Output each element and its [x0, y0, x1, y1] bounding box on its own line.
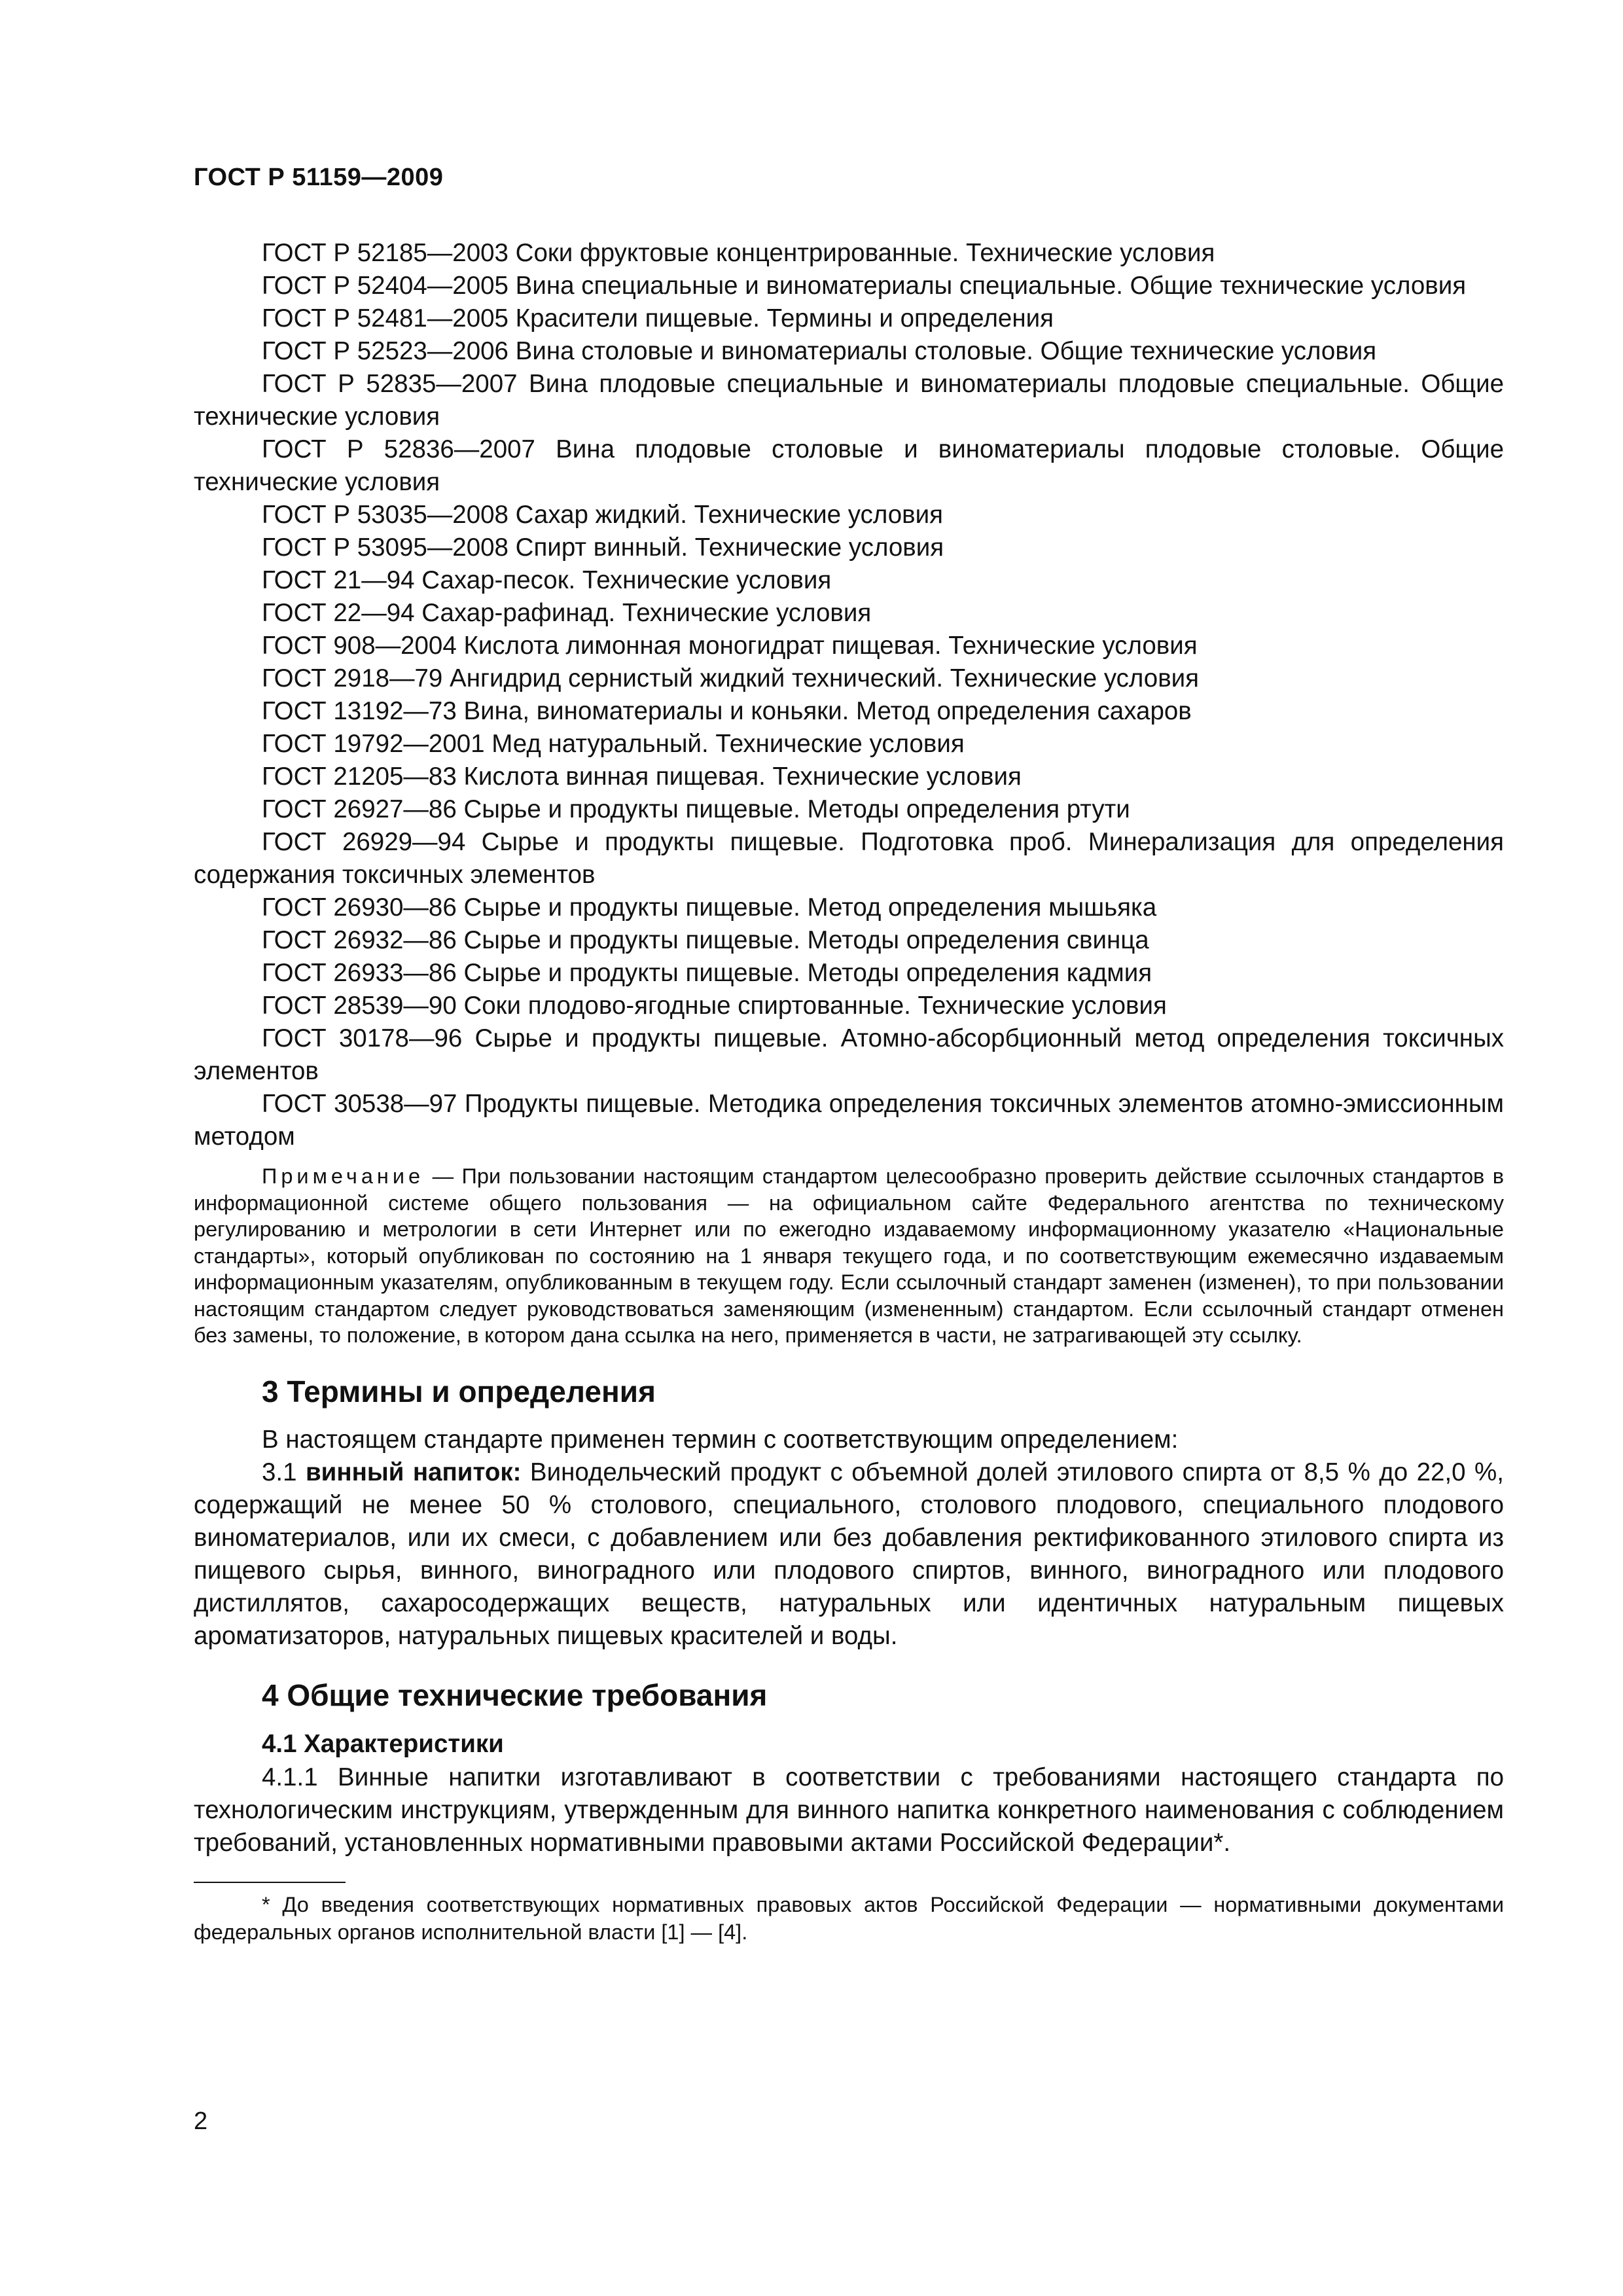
term-name: винный напиток:: [306, 1458, 522, 1486]
term-text: Винодельческий продукт с объемной долей этилового спирта от 8,5 % до 22,0 %, содержащий не менее 50 % столового, специального, столового плодового, специального плодового виноматериалов, или их смеси, с добавлением или без добавления ректификованного этилового спирта из пищевого сырья, винного, виноградного или плодового спиртов, винного, виноградного или плодового дистиллятов, сахаросодержащих веществ, натуральных или идентичных натуральным пищевых ароматизаторов, натуральных пищевых красителей и воды.: [194, 1458, 1504, 1650]
footnote-divider: [194, 1882, 346, 1883]
document-body: [194, 237, 1504, 1946]
reference-item: ГОСТ 26932—86 Сырье и продукты пищевые. Методы определения свинца: [262, 926, 1149, 954]
reference-item: ГОСТ 26929—94 Сырье и продукты пищевые. Подготовка проб. Минерализация для определения содержания токсичных элементов: [194, 828, 1504, 889]
reference-item: ГОСТ Р 52523—2006 Вина столовые и виноматериалы столовые. Общие технические условия: [262, 337, 1377, 365]
reference-item: ГОСТ 13192—73 Вина, виноматериалы и коньяки. Метод определения сахаров: [262, 697, 1192, 725]
subsection-4-1-heading: 4.1 Характеристики: [262, 1729, 504, 1758]
reference-item: ГОСТ Р 52404—2005 Вина специальные и виноматериалы специальные. Общие технические условия: [262, 272, 1467, 300]
document-header: ГОСТ Р 51159—2009: [194, 164, 444, 191]
reference-item: ГОСТ Р 52835—2007 Вина плодовые специальные и виноматериалы плодовые специальные. Общие технические условия: [194, 370, 1504, 431]
reference-item: ГОСТ 908—2004 Кислота лимонная моногидрат пищевая. Технические условия: [262, 632, 1198, 660]
reference-item: ГОСТ Р 52185—2003 Соки фруктовые концентрированные. Технические условия: [262, 239, 1215, 267]
note-paragraph: Примечание — При пользовании настоящим стандартом целесообразно проверить действие ссылочных стандартов в информационной системе общего пользования — на официальном сайте Федерального агентства по техническому регулированию и метрологии в сети Интернет или по ежегодно издаваемому информационному указателю «Национальные стандарты», который опубликован по состоянию на 1 января текущего года, и по соответствующим ежемесячно издаваемым информационным указателям, опубликованным в текущем году. Если ссылочный стандарт заменен (изменен), то при пользовании настоящим стандартом следует руководствоваться заменяющим (измененным) стандартом. Если ссылочный стандарт отменен без замены, то положение, в котором дана ссылка на него, применяется в части, не затрагивающей эту ссылку.: [194, 1164, 1505, 1347]
section-4-heading: 4 Общие технические требования: [262, 1677, 768, 1712]
term-number: 3.1: [262, 1458, 297, 1486]
reference-item: ГОСТ 28539—90 Соки плодово-ягодные спиртованные. Технические условия: [262, 992, 1167, 1020]
reference-item: ГОСТ 30538—97 Продукты пищевые. Методика определения токсичных элементов атомно-эмиссионным методом: [194, 1090, 1504, 1151]
reference-item: ГОСТ 2918—79 Ангидрид сернистый жидкий технический. Технические условия: [262, 664, 1200, 692]
term-definition: [194, 1456, 1504, 1653]
reference-item: ГОСТ 19792—2001 Мед натуральный. Технические условия: [262, 730, 965, 758]
reference-item: ГОСТ Р 52481—2005 Красители пищевые. Термины и определения: [262, 304, 1054, 332]
reference-item: ГОСТ Р 53095—2008 Спирт винный. Технические условия: [262, 533, 944, 562]
section-3-heading: 3 Термины и определения: [262, 1374, 656, 1408]
page-number: 2: [194, 2108, 208, 2135]
note-label: Примечание: [262, 1164, 425, 1188]
paragraph-4-1-1: 4.1.1 Винные напитки изготавливают в соответствии с требованиями настоящего стандарта по технологическим инструкциям, утвержденным для винного напитка конкретного наименования с соблюдением требований, установленных нормативными правовыми актами Российской Федерации*.: [194, 1763, 1504, 1857]
references-list: [194, 237, 1504, 1153]
reference-item: ГОСТ 22—94 Сахар-рафинад. Технические условия: [262, 599, 872, 627]
reference-item: ГОСТ 21—94 Сахар-песок. Технические условия: [262, 566, 832, 594]
reference-item: ГОСТ Р 52836—2007 Вина плодовые столовые и виноматериалы плодовые столовые. Общие технические условия: [194, 435, 1504, 496]
reference-item: ГОСТ 30178—96 Сырье и продукты пищевые. Атомно-абсорбционный метод определения токсичных элементов: [194, 1024, 1504, 1085]
reference-item: ГОСТ 26930—86 Сырье и продукты пищевые. Метод определения мышьяка: [262, 893, 1157, 922]
footnote: * До введения соответствующих нормативных правовых актов Российской Федерации — нормативными документами федеральных органов исполнительной власти [1] — [4].: [194, 1892, 1504, 1944]
reference-item: ГОСТ 21205—83 Кислота винная пищевая. Технические условия: [262, 762, 1022, 791]
reference-item: ГОСТ Р 53035—2008 Сахар жидкий. Технические условия: [262, 501, 943, 529]
reference-item: ГОСТ 26927—86 Сырье и продукты пищевые. Методы определения ртути: [262, 795, 1130, 823]
section-3-intro: В настоящем стандарте применен термин с соответствующим определением:: [262, 1425, 1179, 1454]
note-text: При пользовании настоящим стандартом целесообразно проверить действие ссылочных стандартов в информационной системе общего пользования — на официальном сайте Федерального агентства по техническому регулированию и метрологии в сети Интернет или по ежегодно издаваемому информационному указателю «Национальные стандарты», который опубликован по состоянию на 1 января текущего года, и по соответствующим ежемесячно издаваемым информационным указателям, опубликованным в текущем году. Если ссылочный стандарт заменен (изменен), то при пользовании настоящим стандартом следует руководствоваться заменяющим (измененным) стандартом. Если ссылочный стандарт отменен без замены, то положение, в котором дана ссылка на него, применяется в части, не затрагивающей эту ссылку.: [194, 1164, 1505, 1347]
reference-item: ГОСТ 26933—86 Сырье и продукты пищевые. Методы определения кадмия: [262, 959, 1152, 987]
